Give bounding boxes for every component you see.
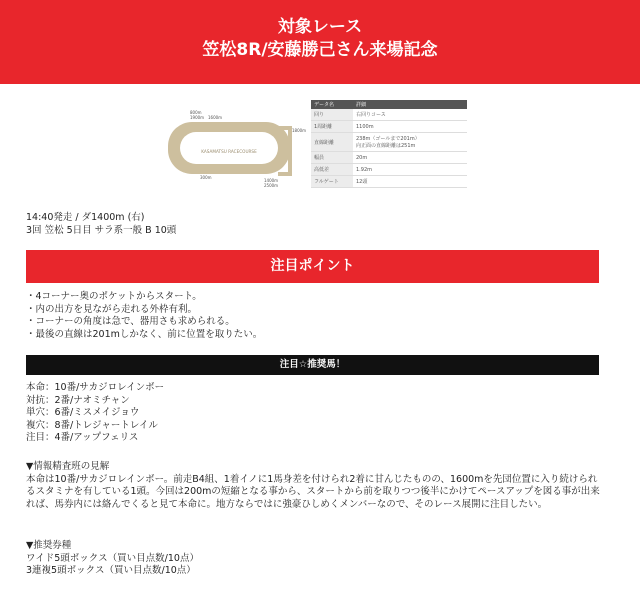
spec-row [311, 109, 467, 121]
map-label-1400: 1400m [264, 178, 279, 183]
analysis-body: 本命は10番/サカジロレインボー。前走B4組、1着イノに1馬身差を付けられ2着に甘んじたものの、1600mを先団位置に入り続けられるスタミナを有している1頭。今回は200mの短縮となる事から、スタートから前を取りつつ後半にかけてペースアップを図る事が出来れば、馬券内には絡んでくると見て本命に。地方ならではに強豪ひしめくメンバーなので、そのレース展開に注目したい。 [26, 473, 600, 510]
map-label-1600: 1600m [208, 115, 223, 120]
race-class-info: 3回 笠松 5日目 サラ系一般 B 10頭 [26, 224, 177, 236]
map-label-800: 800m [190, 110, 202, 115]
map-label-2500: 2500m [264, 183, 279, 188]
pick-item: 本命：10番/サカジロレインボー [26, 382, 165, 393]
track-inner [180, 132, 278, 164]
point-item: ・4コーナー奥のポケットからスタート。 [26, 291, 202, 302]
spec-value: 20m [353, 152, 467, 164]
spec-value: 12頭 [353, 176, 467, 188]
point-item: ・最後の直線は201mしかなく、前に位置を取りたい。 [26, 328, 263, 340]
banner-title: 笠松8R/安藤勝己さん来場記念 [202, 40, 438, 60]
spec-key: フルゲート [311, 176, 353, 188]
spec-row [311, 164, 467, 176]
pick-list [26, 382, 164, 445]
spec-key: 直線距離 [311, 133, 353, 152]
analysis-section [26, 461, 604, 511]
spec-key: 回り [311, 109, 353, 121]
point-item: ・内の出方を見ながら走れる外枠有利。 [26, 303, 198, 315]
spec-header-detail: 詳細 [353, 100, 467, 109]
spec-row [311, 133, 467, 152]
spec-value: 右回りコース [353, 109, 467, 121]
spec-header-row [311, 100, 467, 109]
spec-key: 幅員 [311, 152, 353, 164]
spec-key: 1周距離 [311, 121, 353, 133]
pick-item: 注目：4番/アップフェリス [26, 432, 139, 443]
pick-item: 複穴：8番/トレジャートレイル [26, 419, 158, 431]
spec-value: 1100m [353, 121, 467, 133]
course-spec-table [311, 100, 467, 188]
spec-row [311, 152, 467, 164]
ticket-heading: ▼推奨券種 [26, 540, 72, 551]
course-map [160, 102, 310, 192]
pick-item: 対抗：2番/ナオミチャン [26, 394, 130, 406]
spec-value: 238m（ゴールまで201m） 向正面の直線距離は251m [353, 133, 467, 152]
map-label-1900: 1900m [190, 115, 205, 120]
spec-row [311, 176, 467, 188]
ticket-item: 3連複5頭ボックス（買い目点数/10点） [26, 565, 196, 576]
point-section-title: 注目ポイント [26, 250, 599, 283]
pick-item: 単穴：6番/ミスメイジョウ [26, 407, 140, 418]
race-meta [26, 212, 176, 237]
banner-subtitle: 対象レース [277, 17, 363, 37]
recommend-section-title: 注目☆推奨馬！ [26, 355, 599, 375]
map-label-300: 300m [200, 175, 212, 180]
point-list [26, 291, 262, 341]
spec-key: 高低差 [311, 164, 353, 176]
race-title-banner [0, 0, 640, 84]
ticket-item: ワイド5頭ボックス（買い目点数/10点） [26, 552, 199, 564]
analysis-heading: ▼情報精査班の見解 [26, 461, 110, 472]
spec-row [311, 121, 467, 133]
race-time-distance: 14:40発走 / ダ1400m (右) [26, 212, 145, 223]
spec-header-name: データ名 [311, 100, 353, 109]
point-item: ・コーナーの角度は急で、器用さも求められる。 [26, 316, 235, 327]
course-name: KASAMATSU RACECOURSE [201, 149, 257, 154]
spec-value: 1.92m [353, 164, 467, 176]
ticket-section [26, 540, 199, 578]
map-label-1800: 1800m [292, 128, 307, 133]
